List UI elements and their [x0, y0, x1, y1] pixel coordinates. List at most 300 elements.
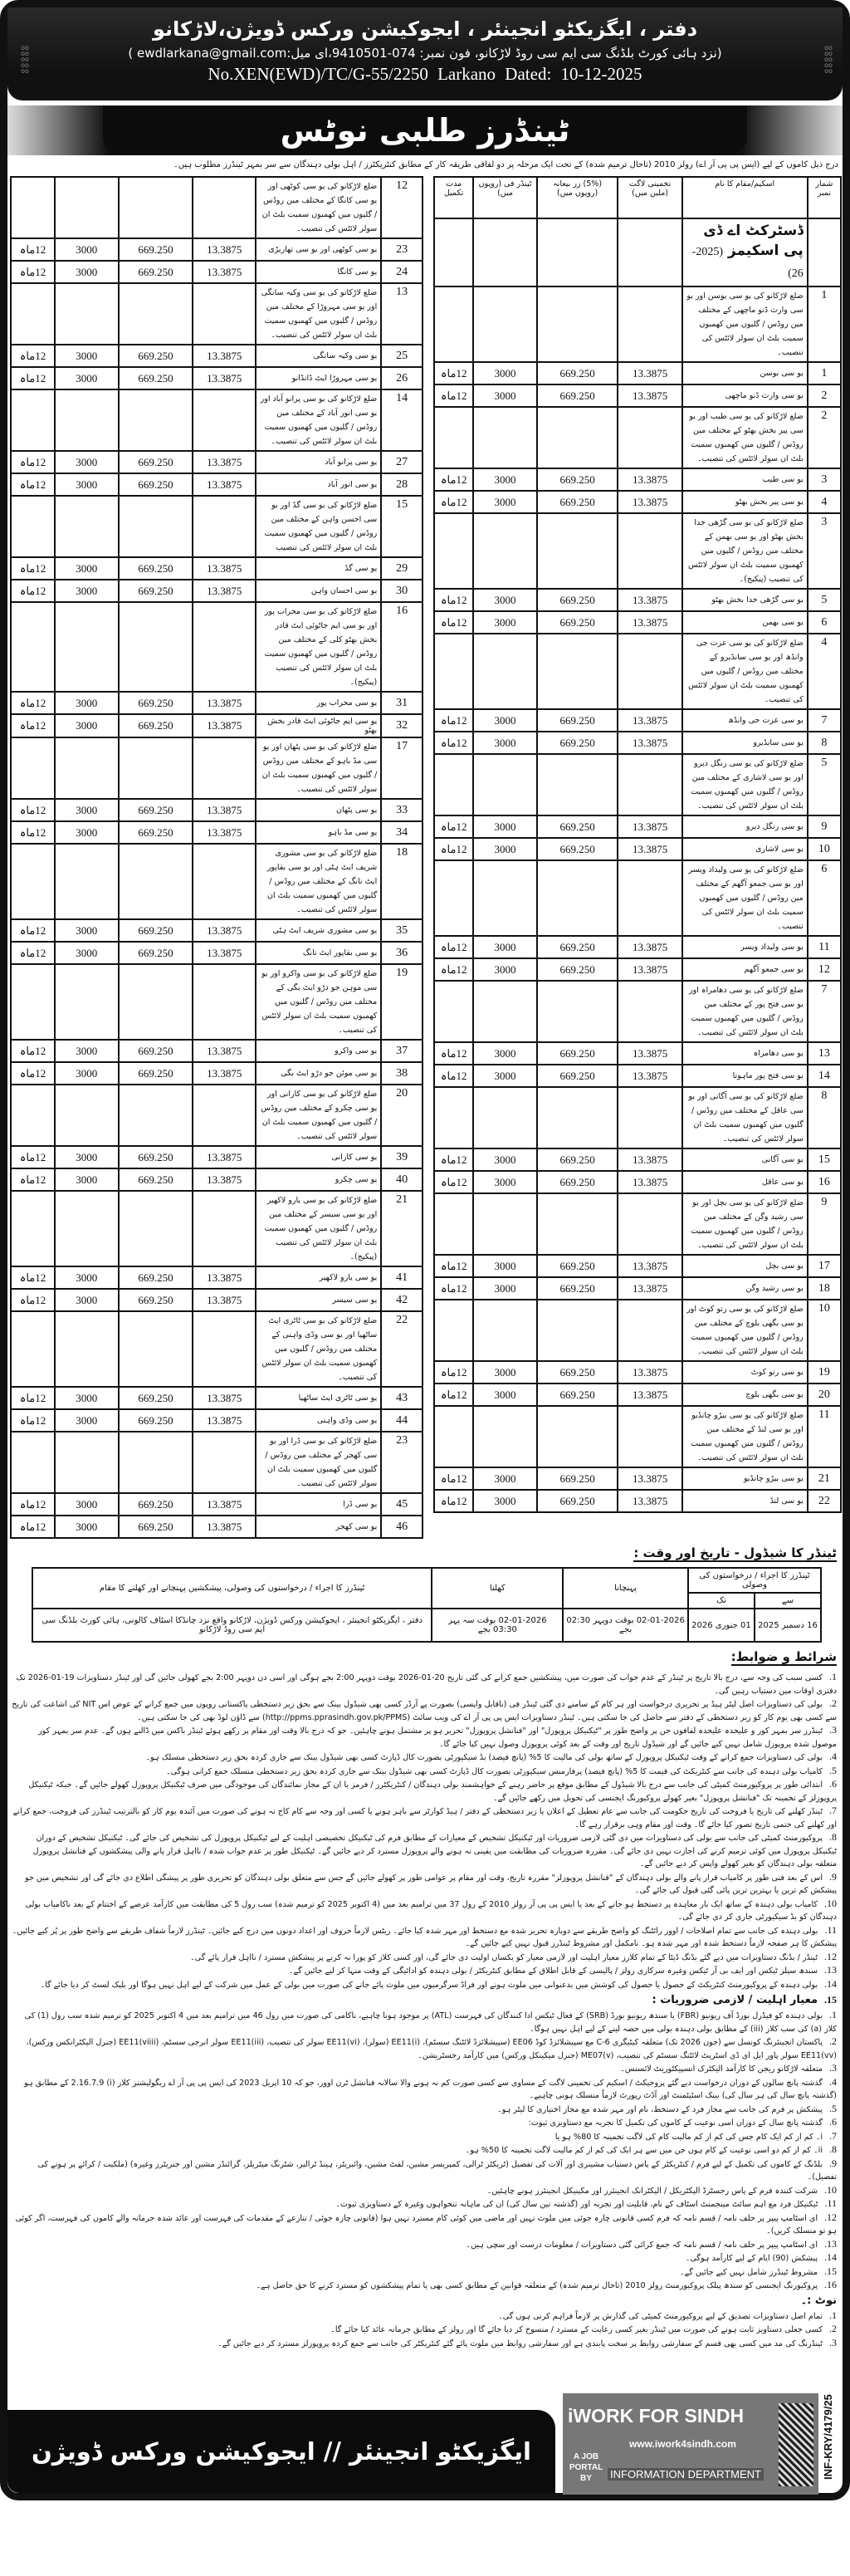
table-row	[11, 1168, 423, 1191]
works-table-right	[433, 176, 842, 1513]
eligibility-item	[12, 2157, 837, 2184]
completion-period: 12ماہ	[11, 451, 55, 473]
item-number: 12.	[824, 2211, 837, 2223]
table-row	[434, 491, 841, 513]
estimated-cost: 13.3875	[193, 1062, 256, 1085]
group-description: ضلع لاڑکانو کی یو سی بچل اور یو سی رشید وگن کے مختلف مین روڈس / گلیوں میں کھمبوں سمیت بلٹ ان سولر لائٹس کی تنصیب۔	[682, 1193, 808, 1255]
item-text: پاکستان انجینئرنگ کونسل سے (جون 2026 تک) متعلقہ کیٹیگری C-6 مع سپیشلائزڈ کوڈ EE06 (سپیشلائزڈ لائٹنگ سسٹم)، EE11(i) (سولر)، EE11(vi) سولر کی تنصیب، EE11(iii) سولر انرجی سسٹم، EE11(viiii) (جنرل الیکٹرانکس ورکس)، EE11(vv) سولر پاور ایل ای ڈی اسٹریٹ لائٹنگ سسٹم کی تنصیب، ME07(v) (جنرل میکینکل ورکس) میں کارآمد رجسٹریشن۔	[26, 2038, 837, 2060]
terms-title: شرائط و ضوابط:	[730, 1649, 837, 1664]
empty-cell	[618, 1087, 681, 1148]
item-text: ای اسٹامپ پیپر پر حلف نامہ / قسم نامہ کہ فرم کسی قانونی چارہ جوئی میں ملوث نہیں اور ماضی میں کوئی کام مسترد نہیں ہوا (قانونی چارہ جوئی / تنازعے کے مقدمات کی فہرست اور عائد شدہ جرمانہ والے کاموں کی فہرست، اگر کوئی ہو تو منسلک کریں)۔	[15, 2213, 837, 2236]
empty-cell	[119, 283, 193, 345]
completion-period: 12ماہ	[11, 1409, 55, 1432]
estimated-cost: 13.3875	[193, 557, 256, 580]
item-text: سندھ سیلز ٹیکس اور ایف بی آر ٹیکس وغیرہ سرکاری رولز / پالیسی کے قابل اطلاق کے مطابق کنٹریکٹر / بولی دہندہ کو ادائیگی کے وقت منہا کر لیے جائیں گے۔	[288, 1966, 818, 1976]
tender-fee: 3000	[473, 1490, 536, 1512]
completion-period: 12ماہ	[11, 942, 55, 964]
estimated-cost: 13.3875	[193, 367, 256, 389]
earnest-money: 669.250	[119, 714, 193, 737]
group-description: ضلع لاڑکانو کی یو سی گڑھی خدا بخش بھٹو اور یو سی بھمن کے مختلف مین روڈس / گلیوں میں کھمبوں سمیت بلٹ ان سولر لائٹس کی تنصیب (پیکیج)۔	[682, 513, 808, 589]
item-text: ای اسٹامپ پیپر پر حلف نامہ / قسم نامہ کہ جمع کرائی گئی دستاویزات / معلومات درست اور سچی ہیں۔	[466, 2240, 818, 2250]
tender-fee: 3000	[55, 1168, 119, 1191]
earnest-money: 669.250	[119, 821, 193, 844]
empty-cell	[11, 1311, 55, 1387]
item-number: 13.	[824, 2237, 837, 2250]
completion-period: 12ماہ	[434, 362, 473, 384]
table-row	[11, 919, 423, 942]
scheme-name: یو سی بیڑو چانڈیو	[682, 1467, 808, 1490]
estimated-cost: 13.3875	[193, 799, 256, 821]
estimated-cost: 13.3875	[193, 345, 256, 367]
completion-period: 12ماہ	[11, 1168, 55, 1191]
office-address: (نزد ہائی کورٹ بلڈنگ سی ایم سی روڈ لاڑکانو، فون نمبر: 074-9410501،ای میل:ewdlarkana@gmail.com )	[128, 46, 722, 61]
table-row	[11, 799, 423, 821]
tender-fee: 3000	[473, 491, 536, 513]
item-text: گذشتہ پانچ سالوں کے دوران درخواست دیے گئے پروجیکٹ / اسکیم کی تخمینی لاگت کے مساوی سے کسی صورت کم نہ ہونے والا سالانہ فنانشل ٹرن اوور، جو کہ 10 اپریل 2023 کی ایس پی پی آر اے ریگولیشنز کلاز (i) 2.16.7.9 کے مطابق ہو (گذشتہ پانچ سال کی ہر سال کی) بینک اسٹیٹمنٹ اور آڈٹ رپورٹ لازماً منسلک ہونی چاہیے۔	[24, 2078, 837, 2100]
eligibility-item	[12, 2116, 837, 2130]
completion-period: 12ماہ	[434, 1148, 473, 1171]
completion-period: 12ماہ	[434, 732, 473, 754]
scheme-name: یو سی بھمن	[682, 611, 808, 634]
completion-period: 12ماہ	[434, 491, 473, 513]
group-number: 20	[381, 1085, 423, 1146]
eligibility-item	[12, 2076, 837, 2103]
completion-period: 12ماہ	[11, 1146, 55, 1168]
tender-fee: 3000	[473, 611, 536, 634]
tender-fee: 3000	[55, 367, 119, 389]
eligibility-item	[12, 2184, 837, 2198]
row-number: 10	[808, 838, 841, 860]
estimated-cost: 13.3875	[193, 473, 256, 496]
estimated-cost: 13.3875	[193, 1516, 256, 1538]
notes-list	[12, 2309, 837, 2351]
empty-cell	[193, 964, 256, 1040]
empty-cell	[193, 1432, 256, 1493]
term-item	[12, 1765, 837, 1779]
group-number: 13	[381, 283, 423, 345]
scheme-group-row	[11, 1432, 423, 1493]
earnest-money: 669.250	[119, 1040, 193, 1062]
earnest-money: 669.250	[537, 732, 618, 754]
item-text: کسی سبب کی وجہ سے، درج بالا تاریخ پر ٹینڈر کے عدم جواب کی صورت میں، پیشکشیں جمع کرانے کی گئی تاریخ 20-01-2026 بوقت دوپہر 2:00 بجے ہوگی اور اسی دن دوپہر 2:00 بجے کھولی جائیں گی اور ٹینڈر دستاویزات 19-01-2026 تک دفتری اوقات میں دستیاب رہیں گی۔	[16, 1673, 837, 1696]
scheme-name: یو سی ایم جاٹوئی ایٹ قادر بخش بھٹو	[256, 714, 381, 737]
tender-fee: 3000	[473, 732, 536, 754]
earnest-money: 669.250	[119, 238, 193, 261]
empty-cell	[473, 1193, 536, 1255]
col-tender-fee: ٹینڈر فی (روپوں میں)	[473, 177, 536, 218]
empty-cell	[11, 389, 55, 451]
empty-cell	[193, 602, 256, 692]
group-number: 8	[808, 1087, 841, 1148]
empty-cell	[193, 389, 256, 451]
tender-fee: 3000	[55, 1040, 119, 1062]
scheme-group-row	[434, 407, 841, 468]
scheme-name: یو سی وارث ڈنو ماچھی	[682, 384, 808, 407]
empty-cell	[11, 283, 55, 345]
completion-period: 12ماہ	[434, 1361, 473, 1383]
scheme-group-row	[11, 1311, 423, 1387]
row-number: 28	[381, 473, 423, 496]
empty-cell	[618, 286, 681, 362]
completion-period: 12ماہ	[434, 468, 473, 491]
tender-fee: 3000	[55, 821, 119, 844]
empty-cell	[193, 177, 256, 238]
empty-cell	[473, 860, 536, 936]
estimated-cost: 13.3875	[618, 589, 681, 611]
tender-fee: 3000	[55, 451, 119, 473]
table-row	[434, 936, 841, 958]
scheme-name: یو سی جمعو آگھم	[682, 958, 808, 981]
eligibility-title: معیار اہلیت / لازمی ضروریات :	[652, 1994, 818, 2006]
scheme-name: یو سی رتو کوٹ	[682, 1361, 808, 1383]
completion-period: 12ماہ	[434, 1171, 473, 1193]
row-number: 9	[808, 815, 841, 838]
empty-cell	[193, 1085, 256, 1146]
group-description: ضلع لاڑکانو کی یو سی وکیہ سانگی اور یو سی مہروڑا کے مختلف مین روڈس / گلیوں میں کھمبوں سمیت بلٹ ان سولر لائٹس کی تنصیب۔	[256, 283, 381, 345]
table-row	[434, 1383, 841, 1406]
scheme-name: یو سی انور آباد	[256, 473, 381, 496]
estimated-cost: 13.3875	[193, 1387, 256, 1409]
row-number: 45	[381, 1493, 423, 1516]
group-number: 4	[808, 634, 841, 709]
empty-cell	[473, 513, 536, 589]
item-number: 9.	[829, 2157, 837, 2169]
sched-place: دفتر ، ایگزیکٹو انجینئر ، ایجوکیشن ورکس ڈویژن، لاڑکانو واقع نزد چانڈکا اسٹاف کالونی، ہائی کورٹ بلڈنگ سی ایم سی روڈ لاڑکانو	[32, 1609, 432, 1642]
completion-period: 12ماہ	[11, 1387, 55, 1409]
group-number: 5	[808, 754, 841, 815]
table-row	[11, 1387, 423, 1409]
empty-cell	[537, 513, 618, 589]
completion-period: 12ماہ	[11, 1493, 55, 1516]
scheme-name: یو سی کوٹھی اور یو سی تھاریڑی	[256, 238, 381, 261]
scheme-name: یو سی بوسن	[682, 362, 808, 384]
term-item	[12, 1805, 837, 1831]
table-row	[11, 580, 423, 602]
item-text: i۔ کم از کم ایک کام جس کی کم از کم مالیت کام کی لاگت تخمینہ کا 80% ہو یا	[554, 2132, 823, 2142]
district-heading-row	[434, 218, 841, 286]
row-number: 40	[381, 1168, 423, 1191]
item-number: 4.	[829, 1751, 837, 1762]
estimated-cost: 13.3875	[618, 1171, 681, 1193]
col-earnest-money: (5%) زر بیعانہ (روپوں میں)	[537, 177, 618, 218]
group-number: 15	[381, 496, 423, 557]
item-number: 3.	[829, 1724, 837, 1736]
empty-cell	[434, 513, 473, 589]
empty-cell	[434, 1193, 473, 1255]
sched-issue-header: ٹینڈرز کا اجراء / درخواستوں کی وصولی	[688, 1568, 821, 1593]
earnest-money: 669.250	[119, 367, 193, 389]
group-number: 21	[381, 1191, 423, 1266]
table-row	[11, 1409, 423, 1432]
table-row	[11, 692, 423, 714]
tender-fee: 3000	[55, 1387, 119, 1409]
group-description: ضلع لاڑکانو کی یو سی ڈرا اور یو سی کھجر کے مختلف مین روڈس / گلیوں میں کھمبوں سمیت بلٹ ان سولر لائٹس کی تنصیب۔	[256, 1432, 381, 1493]
completion-period: 12ماہ	[11, 1266, 55, 1289]
row-number: 37	[381, 1040, 423, 1062]
tender-fee: 3000	[473, 1277, 536, 1300]
empty-cell	[537, 1087, 618, 1148]
earnest-money: 669.250	[119, 1387, 193, 1409]
schedule-table	[32, 1567, 822, 1643]
row-number: 13	[808, 1042, 841, 1065]
earnest-money: 669.250	[119, 1168, 193, 1191]
scheme-group-row	[11, 283, 423, 345]
scheme-name: یو سی عزت جی وانڈھ	[682, 709, 808, 732]
empty-cell	[473, 634, 536, 709]
empty-cell	[55, 1432, 119, 1493]
table-row	[434, 709, 841, 732]
term-item	[12, 1671, 837, 1697]
completion-period: 12ماہ	[434, 589, 473, 611]
district-heading: ڈسٹرکٹ اے ڈی پی اسکیمز (2025-26)	[682, 218, 808, 286]
table-row	[434, 1148, 841, 1171]
scheme-group-row	[434, 1406, 841, 1467]
term-item	[12, 1898, 837, 1924]
empty-cell	[618, 513, 681, 589]
completion-period: 12ماہ	[11, 1062, 55, 1085]
item-number: 2.	[829, 2323, 837, 2334]
empty-cell	[11, 737, 55, 799]
completion-period: 12ماہ	[434, 1277, 473, 1300]
estimated-cost: 13.3875	[193, 1493, 256, 1516]
empty-cell	[119, 177, 193, 238]
scheme-group-row	[434, 286, 841, 362]
empty-cell	[55, 177, 119, 238]
scheme-name: یو سی گڑھی خدا بخش بھٹو	[682, 589, 808, 611]
completion-period: 12ماہ	[11, 714, 55, 737]
tender-fee: 3000	[473, 1467, 536, 1490]
tender-fee: 3000	[55, 1062, 119, 1085]
completion-period: 12ماہ	[434, 815, 473, 838]
item-number: 4.	[829, 2075, 837, 2088]
row-number: 6	[808, 611, 841, 634]
scheme-name: یو سی عاقل	[682, 1171, 808, 1193]
row-number: 11	[808, 936, 841, 958]
estimated-cost: 13.3875	[193, 261, 256, 283]
scheme-name: یو سی طیب	[682, 468, 808, 491]
table-row	[11, 367, 423, 389]
completion-period: 12ماہ	[11, 692, 55, 714]
tender-fee: 3000	[55, 1409, 119, 1432]
empty-cell	[119, 1085, 193, 1146]
term-item	[12, 1964, 837, 1978]
item-text: بولی دہندہ کو فیڈرل بورڈ آف ریونیو (FBR) یا سندھ ریونیو بورڈ (SRB) کے فعال ٹیکس ادا کنندگان کی فہرست (ATL) پر موجود ہونا چاہیے، ناکامی کی صورت میں رول 46 میں ترامیم بعد میں 4 اکتوبر 2025 کو ترمیم شدہ سب رول (1) کی کلاز (a) کی سب کلاز (iii) کے مطابق بولی دہندہ بولی میں حصہ لینے کے لیے اہل نہیں ہوگا۔	[24, 2011, 837, 2034]
item-text: ii۔ کم از کم دو اسی نوعیت کے کام ہوں جن میں سے ہر ایک کی کم از کم مالیت لاگت تخمینہ کا 50% ہو۔	[465, 2146, 823, 2155]
estimated-cost: 13.3875	[618, 1490, 681, 1512]
item-number: 7.	[829, 1805, 837, 1816]
row-number: 16	[808, 1171, 841, 1193]
item-number: 3.	[829, 2336, 837, 2348]
tender-fee: 3000	[473, 1361, 536, 1383]
empty-cell	[11, 177, 55, 238]
completion-period: 12ماہ	[11, 821, 55, 844]
earnest-money: 669.250	[119, 345, 193, 367]
empty-cell	[193, 1311, 256, 1387]
empty-cell	[55, 283, 119, 345]
empty-cell	[434, 754, 473, 815]
estimated-cost: 13.3875	[618, 468, 681, 491]
item-number: 16.	[824, 2279, 837, 2290]
table-row	[11, 1289, 423, 1311]
item-number: 14.	[824, 1977, 837, 1990]
scheme-name: یو سی پرانو آباد	[256, 451, 381, 473]
empty-cell	[193, 283, 256, 345]
tender-fee: 3000	[55, 1493, 119, 1516]
scheme-name: یو سی واکرو	[256, 1040, 381, 1062]
tender-fee: 3000	[55, 714, 119, 737]
empty-cell	[55, 602, 119, 692]
empty-cell	[618, 634, 681, 709]
group-number: 1	[808, 286, 841, 362]
table-row	[11, 1266, 423, 1289]
scheme-group-row	[11, 964, 423, 1040]
empty-cell	[193, 844, 256, 919]
earnest-money: 669.250	[537, 838, 618, 860]
tender-fee: 3000	[473, 589, 536, 611]
tender-fee: 3000	[55, 473, 119, 496]
item-number: 12.	[824, 1950, 837, 1962]
completion-period: 12ماہ	[434, 936, 473, 958]
item-text: ابتدائی طور پر پروکیورمنٹ کمیٹی کی جانب سے درج بالا شیڈول کے مطابق موقع پر حاضر رہنے کے خواہشمند بولی دہندگان / کنٹریکٹرز / فرمز یا ان کے مجاز نمائندگان کی موجودگی میں صرف ٹیکنیکل پروپوزل کھولے جائیں گے۔ جبکہ ٹیکنیکل پروپوزلز کے تخمینہ تک "فنانشل پروپوزل" بغیر کھولے پروکیورنگ ایجنسی کی تحویل میں رکھے جائیں گے۔	[28, 1780, 837, 1803]
earnest-money: 669.250	[537, 815, 618, 838]
works-table-left	[10, 176, 423, 1539]
earnest-money: 669.250	[119, 261, 193, 283]
empty-cell	[537, 860, 618, 936]
row-number: 35	[381, 919, 423, 942]
earnest-money: 669.250	[119, 1266, 193, 1289]
empty-cell	[11, 496, 55, 557]
scheme-name: یو سی کارانی	[256, 1146, 381, 1168]
empty-cell	[434, 407, 473, 468]
row-number: 19	[808, 1361, 841, 1383]
row-number: 15	[808, 1148, 841, 1171]
earnest-money: 669.250	[537, 936, 618, 958]
table-row	[434, 958, 841, 981]
note-item	[12, 2337, 837, 2351]
group-number: 7	[808, 981, 841, 1042]
notice-title: ٹینڈرز طلبی نوٹس	[103, 105, 747, 155]
estimated-cost: 13.3875	[618, 1277, 681, 1300]
row-number: 41	[381, 1266, 423, 1289]
tender-fee: 3000	[473, 1171, 536, 1193]
empty-cell	[119, 1311, 193, 1387]
table-header-row	[434, 177, 841, 218]
term-item	[12, 1951, 837, 1965]
group-description: ضلع لاڑکانو کی یو سی یارو لاکھیر اور یو سی سیسر کے مختلف مین روڈس / گلیوں میں کھمبوں سمیت بلٹ ان سولر لائٹس کی تنصیب (پیکیج)۔	[256, 1191, 381, 1266]
tender-fee: 3000	[473, 838, 536, 860]
col-estimated-cost: تخمینی لاگت (ملین میں)	[618, 177, 681, 218]
sched-submit: 02-01-2026 بوقت دوپہر 02:30 بجے	[563, 1609, 688, 1642]
group-description: ضلع لاڑکانو کی یو سی کارانی اور یو سی چکرو کے مختلف مین روڈس / گلیوں میں کھمبوں سمیت بلٹ ان سولر لائٹس کی تنصیب۔	[256, 1085, 381, 1146]
item-number: 10.	[824, 2183, 837, 2196]
row-number: 5	[808, 589, 841, 611]
completion-period: 12ماہ	[11, 473, 55, 496]
table-row	[434, 732, 841, 754]
decor-dots-icon: oo oo oo oo oo	[21, 44, 29, 75]
row-number: 31	[381, 692, 423, 714]
earnest-money: 669.250	[537, 491, 618, 513]
eligibility-item	[12, 2211, 837, 2238]
item-text: تمام اصل دستاویزات تصدیق کے لیے پروکیورمنٹ کمیٹی کی گذارش پر لازماً فراہم کرنی ہوں گی۔	[498, 2311, 823, 2321]
terms-section: 1.کسی سبب کی وجہ سے، درج بالا تاریخ پر ٹینڈر کے عدم جواب کی صورت میں، پیشکشیں جمع کرانے کی گئی تاریخ 20-01-2026 بوقت دوپہر 2:00 بجے ہوگی اور اسی دن دوپہر 2:00 بجے کھولی جائیں گی اور ٹینڈر دستاویزات 19-01-2026 تک دفتری اوقات میں دستیاب رہیں گی۔ 2.بولی کی دستاویزات اصل لیٹر ہیڈ پر تحریری درخواست اور ہر کام کے سامنے دی گئی ٹینڈر فی (ناقابل واپسی) بصورت پے آرڈر کسی بھی شیڈول بینک سے بحق زیر دستخطی پاکستانی روپوں میں جمع کرانے کے عوض اس NIT کی اشاعت کی تاریخ سے کسی بھی یوم کار کو زیر دستخطی کے دفتر سے حاصل کی جا سکتی ہیں۔ ٹینڈر دستاویزات ایس پی پی آر اے کی ویب سائٹ (http://ppms.pprasindh.gov.pk/PPMS) سے ڈاؤن لوڈ بھی کی جا سکتی ہیں۔ 3.ٹینڈرز سر بمہر کور و علیحدہ علیحدہ لفافوں جن پر واضح طور پر "ٹیکنیکل پروپوزل" اور "فنانشل پروپوزل" تحریر ہو پر مشتمل ہونے چاہئیں۔ جو کہ درج بالا وقت اور مقام پر رکھے ہوئے ٹینڈر باکس میں ڈالنے ہوں گے۔ عدم سر بمہر کور موصول شدہ پروپوزل شامل نہیں کیے جائیں گے اور شیڈول تاریخ اور وقت کے بعد کوئی پروپوزل وصول نہیں کیا جائے گا۔ 4.بولی کی دستاویزات جمع کرانے کے وقت ٹیکنیکل پروپوزل کے ساتھ بولی کی مالیت کا 5% (پانچ فیصد) بڈ سیکیورٹی بصورت کال ڈپازٹ کسی بھی شیڈول بینک سے جاری کردہ بحق زیر دستخطی منسلک ہو۔ 5.کامیاب بولی دہندہ کی جانب سے کنٹریکٹ کی قیمت کا 5% (پانچ فیصد) پرفارمنس سیکیورٹی بصورت کال ڈپازٹ کسی بھی شیڈول بینک سے جاری کردہ بحق زیر دستخطی منسلک جمع کرانی ہوگی۔ 6.ابتدائی طور پر پروکیورمنٹ کمیٹی کی جانب سے درج بالا شیڈول کے مطابق موقع پر حاضر رہنے کے خواہشمند بولی دہندگان / کنٹریکٹرز / فرمز یا ان کے مجاز نمائندگان کی موجودگی میں صرف ٹیکنیکل پروپوزل کھولے جائیں گے۔ جبکہ ٹیکنیکل پروپوزلز کے تخمینہ تک "فنانشل پروپوزل" بغیر کھولے پروکیورنگ ایجنسی کی تحویل میں رکھے جائیں گے۔ 7.ٹینڈر کھلنے کی تاریخ یا فروخت کی تاریخ حکومت کی جانب سے عام تعطیل کے اعلان یا زیر دستخطی کے دفتر / ہیڈ کوارٹر سے باہر ہونے یا کسی اور وجہ سے کام کاج نہ ہونے کی صورت میں آئندہ یوم کار کو بالترتیب ٹینڈرز کی فروخت، جمع کرانے اور کھلنے کی حتمی تاریخ تصور کیا جائے گا۔ وقت اور مقام وہی برقرار رہے گا۔ 8.پروکیورمنٹ کمیٹی کی جانب سے بولی کی دستاویزات میں دی گئی لازمی ضروریات اور ٹیکنیکل تشخیص کے معیارات کے مطابق فرم کی ٹیکنیکل تخصیصی اہلیت کے لیے ٹیکنیکل پروپوزل کی تشخیص کی جائے گی۔ ٹیکنیکل تشخیص کے دوران ٹیکنیکل پروپوزل میں کوئی ترمیم کرنے کی اجازت نہیں دی جائے گی۔ مقررہ ضروریات کی مطابقت میں یقینی نہ ہونے والے پروپوزل مسترد کر دیے جائیں گے۔ ٹیکنیکل طور پر عدم جواب شدہ / نااہل قرار پانے والی پیشکشوں کے فنانشل پروپوزل متعلقہ بولی دہندگان کو بغیر کھولے واپس کر دیے جائیں گے۔ 9.اس کے بعد فنی طور پر کامیاب قرار پانے والے بولی دہندگان کے "فنانشل پروپوزلز" مقررہ تاریخ، وقت اور مقام پر عوامی طور پر کھولے جائیں گے جس سے متعلق بولی دہندگان کو تحریری طور پر پیشگی اطلاع دی جائے گی اور تشخیص میں جو پیشکش کم ترین یا بہترین ترین پائی گئی قبول کی جائے گی۔ 10.کامیاب بولی دہندہ کے ساتھ ایک بار معاہدہ پر دستخط ہو جانے کے بعد یا ایس پی پی آر رولز 2010 کے رول 37 میں ترامیم بعد میں (4 اکتوبر 2025 کو ترمیم شدہ) سب رول 5 کی مطابقت میں کارآمد عرصے کے اختتام کے بعد ناکامیاب بولی دہندگان کو بڈ سیکیورٹی جاری کر دی جائے گی۔ 11.بولی دہندہ کی جانب سے تمام اصلاحات / اوور رائٹنگ کو واضح طریقے سے دوبارہ تحریر شدہ مع دستخط اور مہر شدہ کیا جائے۔ ریٹس لازماً حروف اور اعداد دونوں میں درج کیے جائیں۔ ٹینڈرز لازماً شفاف طریقے سے واضح طور پر پُر کیے جائیں۔ پیشکش کا ہر صفحہ لازماً دستخط شدہ اور مہر شدہ ہو۔ نامکمل اور مشروط ٹینڈرز قبول نہیں کیے جائیں گے۔ 12.ٹینڈر / بڈنگ دستاویزات میں دیے گئے بڈنگ ڈیٹا کے تمام کلازز معیار اہلیت اور لازمی معیار کو یکساں اولیت دی جائے گی، اور کسی کلاز کو پورا نہ کرنے پر پیشکش مسترد / نااہل قرار پائے گی۔ 13.سندھ سیلز ٹیکس اور ایف بی آر ٹیکس وغیرہ سرکاری رولز / پالیسی کے قابل اطلاق کے مطابق کنٹریکٹر / بولی دہندہ کو ادائیگی کے وقت منہا کر لیے جائیں گے۔ 14.بولی دہندہ کے پروکیورمنٹ کنٹریکٹ کے حصول یا حصول کی کوشش میں بدعنوانی میں ملوث ہونے اور فراڈ سرگرمیوں میں ملوث پائے جانے کی صورت میں بولی کے عمل میں شرکت کے لیے اہل نہیں ہوگا اور بلیک لسٹ کر دیا جائے گا۔ 15.معیار اہلیت / لازمی ضروریات : 1.بولی دہندہ کو فیڈرل بورڈ آف ریونیو (FBR) یا سندھ ریونیو بورڈ (SRB) کے فعال ٹیکس ادا کنندگان کی فہرست (ATL) پر موجود ہونا چاہیے، ناکامی کی صورت میں رول 46 میں ترامیم بعد میں 4 اکتوبر 2025 کو ترمیم شدہ سب رول (1) کی کلاز (a) کی سب کلاز (iii) کے مطابق بولی دہندہ بولی میں حصہ لینے کے لیے اہل نہیں ہوگا۔ 2.پاکستان انجینئرنگ کونسل سے (جون 2026 تک) متعلقہ کیٹیگری C-6 مع سپیشلائزڈ کوڈ EE06 (سپیشلائزڈ لائٹنگ سسٹم)، EE11(i) (سولر)، EE11(vi) سولر کی تنصیب، EE11(iii) سولر انرجی سسٹم، EE11(viiii) (جنرل الیکٹرانکس ورکس)، EE11(vv) سولر پاور ایل ای ڈی اسٹریٹ لائٹنگ سسٹم کی تنصیب، ME07(v) (جنرل میکینکل ورکس) میں کارآمد رجسٹریشن۔ 3.متعلقہ لاڑکانو ریجن کا کارآمد الیکٹرک انسپیکٹوریٹ لائسنس۔ 4.گذشتہ پانچ سالوں کے دوران درخواست دیے گئے پروجیکٹ / اسکیم کی تخمینی لاگت کے مساوی سے کسی صورت کم نہ ہونے والا سالانہ فنانشل ٹرن اوور، جو کہ 10 اپریل 2023 کی ایس پی پی آر اے ریگولیشنز کلاز (i) 2.16.7.9 کے مطابق ہو (گذشتہ پانچ سال کی ہر سال کی) بینک اسٹیٹمنٹ اور آڈٹ رپورٹ لازماً منسلک ہونی چاہیے۔ 5.پیشکش پر فرم کی جانب سے مجاز فرد کے دستخط، نام اور مہر شدہ مع مجاز اختیاری کا لیٹر ہو۔ 6.گذشتہ پانچ سال کے دوران اسی نوعیت کے کاموں کی تکمیل کا تجربہ مع دستاویزی ثبوت: 7.i۔ کم از کم ایک کام جس کی کم از کم مالیت کام کی لاگت تخمینہ کا 80% ہو یا 8.ii۔ کم از کم دو اسی نوعیت کے کام ہوں جن میں سے ہر ایک کی کم از کم مالیت لاگت تخمینہ کا 50% ہو۔ 9.بلڈنگ کے کاموں کی تکمیل کے لیے فرم / کنٹریکٹر کے پاس دستیاب مشینری اور آلات کی تفصیل (ٹریکٹر ٹرالی، کمپریسر مشین، لفٹ مشین، وائبریٹر، ہینڈ ٹرالیز، شٹرنگ میٹریلز، گرائنڈر مشین اور جنریٹرز وغیرہ) (ملکیت / کرائے پر ہونے کی تفصیل)۔ 10.شرکت کنندہ فرم کے پاس رجسٹرڈ الیکٹریکل / الیکٹرانک انجینئرز اور مکینیکل انجینئرز ہونے چاہئیں۔ 11.ٹیکنیکل فرد مع اہم سائٹ مینجمنٹ اسٹاف کے نام، قابلیت اور تجربہ اور (گذشتہ تین سال کی) ان کی ماہانہ تنخواہوں وغیرہ کے دستاویزی ثبوت۔ 12.ای اسٹامپ پیپر پر حلف نامہ / قسم نامہ کہ فرم کسی قانونی چارہ جوئی میں ملوث نہیں اور ماضی میں کوئی کام مسترد نہیں ہوا (قانونی چارہ جوئی / تنازعے کے مقدمات کی فہرست اور عائد شدہ جرمانہ والے کاموں کی فہرست، اگر کوئی ہو تو منسلک کریں)۔ 13.ای اسٹامپ پیپر پر حلف نامہ / قسم نامہ کہ جمع کرائی گئی دستاویزات / معلومات درست اور سچی ہیں۔ 14.پیشکش (90) ایام کے لیے کارآمد ہوگی۔ 15.مشروط ٹینڈرز شامل نہیں کیے جائیں گے۔ 16.پروکیورنگ ایجنسی کو سندھ پبلک پروکیورمنٹ رولز 2010 (تاحال ترمیم شدہ) کے متعلقہ قوانین کے مطابق کسی بھی یا تمام پیشکشوں کو مسترد کرنے کا حق حاصل ہے۔ نوٹ :۔ 1.تمام اصل دستاویزات تصدیق کے لیے پروکیورمنٹ کمیٹی کی گذارش پر لازماً فراہم کرنی ہوں گی۔ 2.کسی جعلی دستاویز ثابت ہونے کی صورت میں ٹینڈر بغیر کسی رعایت کے مسترد / منسوخ کر دیا جائے گا اور رولز کے مطابق جرمانہ عائد کیا جائے گا۔ 3.ٹینڈرنگ کی مد میں کسی بھی قسم کے سفارشی روابط پر سخت پابندی ہے اور سفارشی روابط میں ملوث پائے گئے کنٹریکٹر کی جانب سے جمع کردہ پروپوزلز مسترد کر دیے جائیں گے۔	[12, 1671, 837, 2350]
term-item	[12, 1831, 837, 1871]
tender-fee: 3000	[55, 557, 119, 580]
earnest-money: 669.250	[119, 919, 193, 942]
scheme-name: یو سی بگھی بلوچ	[682, 1383, 808, 1406]
scheme-group-row	[434, 860, 841, 936]
scheme-name: یو سی سانڈیرو	[682, 732, 808, 754]
item-number: 8.	[829, 2143, 837, 2155]
group-description: ضلع لاڑکانو کی یو سی کوٹھی اور یو سی کانگا کے مختلف مین روڈس / گلیوں میں کھمبوں سمیت بلٹ ان سولر لائٹس کی تنصیب۔	[256, 177, 381, 238]
group-number: 14	[381, 389, 423, 451]
table-row	[434, 1277, 841, 1300]
empty-cell	[537, 634, 618, 709]
row-number: 32	[381, 714, 423, 737]
group-description: ضلع لاڑکانو کی یو سی رنگل دیرو اور یو سی لاشاری کے مختلف مین روڈس / گلیوں میں کھمبوں سمیت بلٹ ان سولر لائٹس کی تنصیب۔	[682, 754, 808, 815]
empty-cell	[473, 981, 536, 1042]
item-number: 9.	[829, 1870, 837, 1883]
completion-period: 12ماہ	[11, 1516, 55, 1538]
empty-cell	[119, 737, 193, 799]
row-number: 23	[381, 238, 423, 261]
table-row	[11, 1493, 423, 1516]
row-number: 34	[381, 821, 423, 844]
earnest-money: 669.250	[537, 958, 618, 981]
item-text: کامیاب بولی دہندہ کے ساتھ ایک بار معاہدہ پر دستخط ہو جانے کے بعد یا ایس پی پی آر رولز 2010 کے رول 37 میں ترامیم بعد میں (4 اکتوبر 2025 کو ترمیم شدہ) سب رول 5 کی مطابقت میں کارآمد عرصے کے اختتام کے بعد ناکامیاب بولی دہندگان کو بڈ سیکیورٹی جاری کر دی جائے گی۔	[25, 1899, 837, 1922]
empty-cell	[537, 1193, 618, 1255]
scheme-name: یو سی ڈرا	[256, 1493, 381, 1516]
empty-cell	[55, 737, 119, 799]
group-number: 6	[808, 860, 841, 936]
table-row	[11, 557, 423, 580]
estimated-cost: 13.3875	[618, 1361, 681, 1383]
item-text: ٹینڈرز سر بمہر کور و علیحدہ علیحدہ لفافوں جن پر واضح طور پر "ٹیکنیکل پروپوزل" اور "فنانشل پروپوزل" تحریر ہو پر مشتمل ہونے چاہئیں۔ جو کہ درج بالا وقت اور مقام پر رکھے ہوئے ٹینڈر باکس میں ڈالنے ہوں گے۔ عدم سر بمہر کور موصول شدہ پروپوزل شامل نہیں کیے جائیں گے اور شیڈول تاریخ اور وقت کے بعد کوئی پروپوزل وصول نہیں کیا جائے گا۔	[38, 1726, 837, 1749]
item-text: ٹیکنیکل فرد مع اہم سائٹ مینجمنٹ اسٹاف کے نام، قابلیت اور تجربہ اور (گذشتہ تین سال کی) ان کی ماہانہ تنخواہوں وغیرہ کے دستاویزی ثبوت۔	[335, 2200, 818, 2209]
completion-period: 12ماہ	[11, 580, 55, 602]
item-text: بولی دہندہ کی جانب سے تمام اصلاحات / اوور رائٹنگ کو واضح طریقے سے دوبارہ تحریر شدہ مع دستخط اور مہر شدہ کیا جائے۔ ریٹس لازماً حروف اور اعداد دونوں میں درج کیے جائیں۔ ٹینڈرز لازماً شفاف طریقے سے واضح طور پر پُر کیے جائیں۔ پیشکش کا ہر صفحہ لازماً دستخط شدہ اور مہر شدہ ہو۔ نامکمل اور مشروط ٹینڈرز قبول نہیں کیے جائیں گے۔	[12, 1926, 837, 1948]
group-description: ضلع لاڑکانو کی یو سی بوسن اور یو سی وارث ڈنو ماچھی کے مختلف مین روڈس / گلیوں میں کھمبوں سمیت بلٹ ان سولر لائٹس کی تنصیب۔	[682, 286, 808, 362]
earnest-money: 669.250	[537, 1467, 618, 1490]
group-description: ضلع لاڑکانو کی یو سی واکرو اور یو سی موہن جو دڑو ایٹ بگی کے مختلف مین روڈس / گلیوں میں کھمبوں سمیت بلٹ ان سولر لائٹس کی تنصیب۔	[256, 964, 381, 1040]
tender-fee: 3000	[55, 1289, 119, 1311]
schedule-title: ٹینڈر کا شیڈول - تاریخ اور وقت :	[633, 1545, 837, 1560]
item-text: پیشکش (90) ایام کے لیے کارآمد ہوگی۔	[685, 2254, 818, 2263]
table-row	[434, 1065, 841, 1087]
scheme-group-row	[434, 634, 841, 709]
item-number: 11.	[824, 1923, 837, 1936]
empty-cell	[11, 1191, 55, 1266]
group-number: 19	[381, 964, 423, 1040]
empty-cell	[55, 496, 119, 557]
empty-cell	[55, 389, 119, 451]
estimated-cost: 13.3875	[193, 238, 256, 261]
reference-number: No.XEN(EWD)/TC/G-55/2250 Larkano Dated: 10-12-2025	[208, 64, 642, 84]
estimated-cost: 13.3875	[618, 491, 681, 513]
item-number: 1.	[829, 2009, 837, 2020]
scheme-group-row	[434, 1193, 841, 1255]
estimated-cost: 13.3875	[618, 1383, 681, 1406]
group-description: ضلع لاڑکانو کی یو سی پرانو آباد اور یو سی انور آباد کے مختلف مین روڈس / گلیوں میں کھمبوں سمیت بلٹ ان سولر لائٹس کی تنصیب۔	[256, 389, 381, 451]
estimated-cost: 13.3875	[193, 1040, 256, 1062]
scheme-group-row	[434, 1300, 841, 1361]
scheme-group-row	[11, 844, 423, 919]
signature-banner: ایگزیکٹو انجینئر // ایجوکیشن ورکس ڈویژن لاڑکانو	[7, 2410, 555, 2493]
group-description: ضلع لاڑکانو کی یو سی ٹاٹری ایٹ ساٹھیا اور یو سی وڈی واہنی کے مختلف مین روڈس / گلیوں میں کھمبوں سمیت بلٹ ان سولر لائٹس کی تنصیب۔	[256, 1311, 381, 1387]
row-number: 33	[381, 799, 423, 821]
empty-cell	[55, 1085, 119, 1146]
item-text: بولی کی دستاویزات اصل لیٹر ہیڈ پر تحریری درخواست اور ہر کام کے سامنے دی گئی ٹینڈر فی (ناقابل واپسی) بصورت پے آرڈر کسی بھی شیڈول بینک سے بحق زیر دستخطی پاکستانی روپوں میں جمع کرانے کے عوض اس NIT کی اشاعت کی تاریخ سے کسی بھی یوم کار کو زیر دستخطی کے دفتر سے حاصل کی جا سکتی ہیں۔ ٹینڈر دستاویزات ایس پی پی آر اے کی ویب سائٹ (http://ppms.pprasindh.gov.pk/PPMS) سے ڈاؤن لوڈ بھی کی جا سکتی ہیں۔	[12, 1700, 837, 1722]
earnest-money: 669.250	[119, 1146, 193, 1168]
